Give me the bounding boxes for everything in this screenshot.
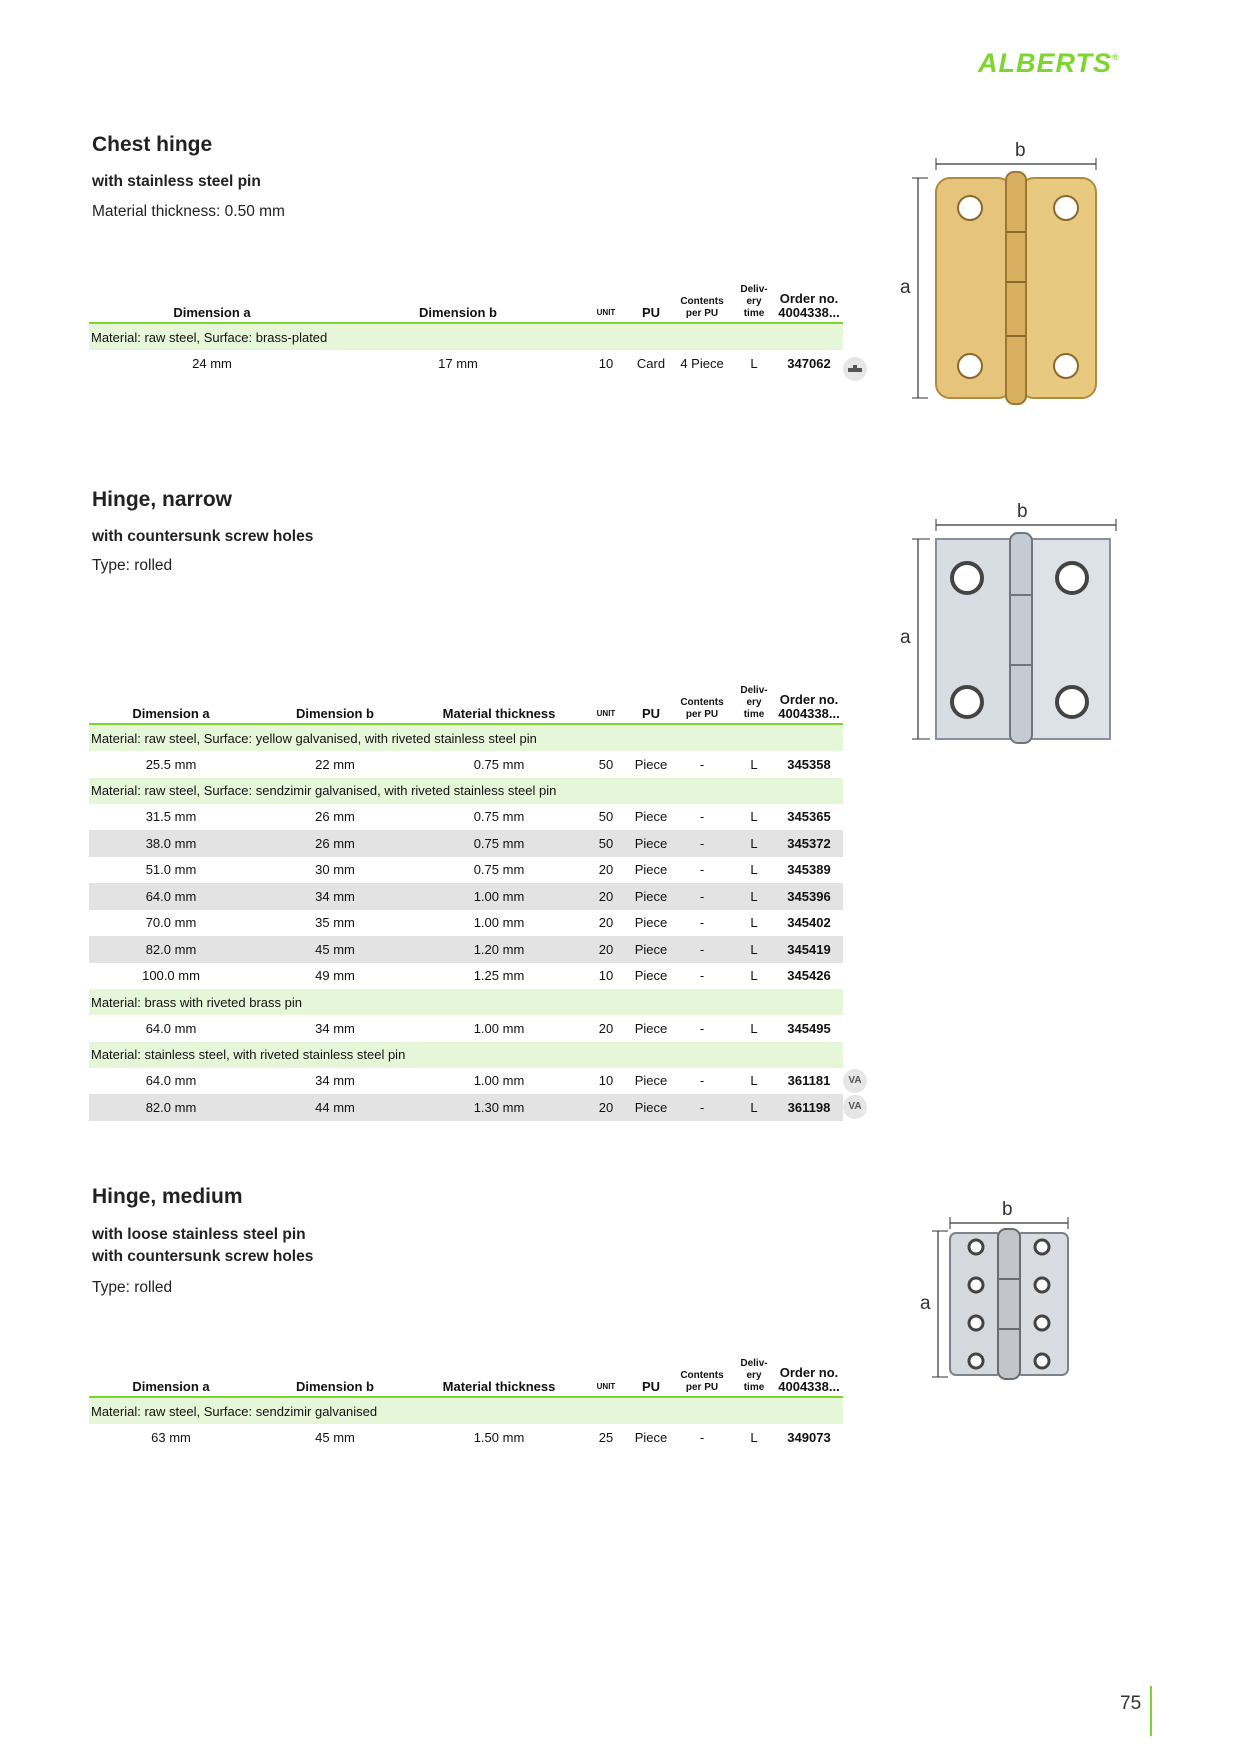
cell-delivery: L <box>750 355 758 371</box>
cell-order: 347062 <box>787 355 831 371</box>
cell-contents: - <box>671 830 733 857</box>
cell-pu: Piece <box>634 862 668 878</box>
cell-order: 345389 <box>787 862 831 878</box>
material-row <box>89 724 843 751</box>
table-header <box>89 284 843 323</box>
cell-delivery: L <box>750 968 758 984</box>
chest-hinge-title: Chest hinge <box>92 133 213 156</box>
cell-unit: 10 <box>598 355 614 371</box>
cell-order: 349073 <box>787 1429 831 1445</box>
cell-dim-a: 63 mm <box>151 1429 191 1445</box>
table-row <box>89 751 843 778</box>
cell-order: 361181 <box>787 1073 831 1089</box>
medium-hinge-note: Type: rolled <box>92 1279 173 1296</box>
cell-thickness: 0.75 mm <box>473 809 525 825</box>
cell-unit: 25 <box>598 1429 614 1445</box>
dim-label-b: b <box>1015 140 1026 161</box>
cell-pu: Piece <box>634 1429 668 1445</box>
cell-thickness: 1.00 mm <box>473 1020 525 1036</box>
cell-thickness: 1.00 mm <box>473 1073 525 1089</box>
chest-hinge-table <box>89 284 843 377</box>
cell-pu: Piece <box>634 756 668 772</box>
brand-registered-mark: ® <box>1112 52 1120 62</box>
table-row <box>89 830 843 857</box>
col-material-thickness: Material thickness <box>417 1358 581 1397</box>
material-label: Material: raw steel, Surface: sendzimir galvanised <box>89 1397 843 1424</box>
dim-label-a: a <box>900 277 911 298</box>
table-row <box>89 910 843 937</box>
col-order: Order no. 4004338... <box>775 685 843 724</box>
va-badge: VA <box>843 1069 867 1093</box>
cell-unit: 20 <box>598 862 614 878</box>
cell-dim-a: 38.0 mm <box>89 830 253 857</box>
cell-contents: - <box>699 1429 705 1445</box>
col-unit: UNIT <box>581 1358 631 1397</box>
cell-dim-b: 26 mm <box>315 809 355 825</box>
cell-pu: Piece <box>631 1094 671 1121</box>
table-row <box>89 883 843 910</box>
col-dimension-a: Dimension a <box>89 284 335 323</box>
table-row <box>89 963 843 990</box>
col-order: Order no. 4004338... <box>775 1358 843 1397</box>
table-row <box>89 1015 843 1042</box>
col-delivery: Deliv- ery time <box>733 685 775 724</box>
cell-contents: - <box>671 936 733 963</box>
medium-hinge-subtitle-2: with countersunk screw holes <box>92 1248 314 1265</box>
cell-dim-b: 22 mm <box>315 756 355 772</box>
cell-thickness: 1.00 mm <box>417 883 581 910</box>
cell-unit: 20 <box>581 936 631 963</box>
cell-dim-b: 34 mm <box>315 1073 355 1089</box>
cell-order: 345419 <box>775 936 843 963</box>
card-pack-icon <box>843 357 867 381</box>
cell-dim-b: 44 mm <box>253 1094 417 1121</box>
cell-unit: 50 <box>581 830 631 857</box>
col-unit: UNIT <box>581 685 631 724</box>
cell-delivery: L <box>750 915 758 931</box>
cell-pu: Card <box>636 355 666 371</box>
col-pu: PU <box>631 685 671 724</box>
col-contents: Contents per PU <box>671 685 733 724</box>
col-dimension-a: Dimension a <box>89 1358 253 1397</box>
cell-dim-a: 100.0 mm <box>142 968 200 984</box>
cell-thickness: 1.30 mm <box>417 1094 581 1121</box>
col-dimension-b: Dimension b <box>335 284 581 323</box>
table-row <box>89 857 843 884</box>
col-unit: UNIT <box>581 284 631 323</box>
cell-thickness: 1.00 mm <box>473 915 525 931</box>
cell-dim-b: 45 mm <box>253 936 417 963</box>
cell-delivery: L <box>750 862 758 878</box>
col-dimension-a: Dimension a <box>89 685 253 724</box>
cell-dim-b: 17 mm <box>438 355 478 371</box>
table-row <box>89 1068 843 1095</box>
cell-dim-a: 82.0 mm <box>89 936 253 963</box>
cell-order: 345426 <box>787 968 831 984</box>
cell-dim-b: 35 mm <box>315 915 355 931</box>
cell-contents: - <box>699 1073 705 1089</box>
cell-pu: Piece <box>634 1073 668 1089</box>
cell-contents: - <box>699 809 705 825</box>
cell-unit: 20 <box>598 915 614 931</box>
cell-thickness: 0.75 mm <box>473 862 525 878</box>
cell-unit: 10 <box>598 1073 614 1089</box>
cell-contents: - <box>671 1094 733 1121</box>
table-row <box>89 804 843 831</box>
cell-contents: - <box>699 756 705 772</box>
cell-dim-a: 82.0 mm <box>89 1094 253 1121</box>
cell-pu: Piece <box>634 1020 668 1036</box>
cell-unit: 20 <box>581 883 631 910</box>
cell-pu: Piece <box>634 968 668 984</box>
dim-label-b: b <box>1002 1199 1013 1220</box>
page-number: 75 <box>1120 1693 1142 1714</box>
cell-contents: - <box>699 915 705 931</box>
cell-unit: 50 <box>598 756 614 772</box>
medium-hinge-table <box>89 1358 843 1451</box>
cell-delivery: L <box>750 756 758 772</box>
col-contents: Contents per PU <box>671 284 733 323</box>
chest-hinge-note: Material thickness: 0.50 mm <box>92 203 285 220</box>
cell-dim-a: 70.0 mm <box>145 915 197 931</box>
cell-order: 345402 <box>787 915 831 931</box>
table-header <box>89 1358 843 1397</box>
cell-dim-a: 24 mm <box>192 355 232 371</box>
cell-thickness: 0.75 mm <box>417 830 581 857</box>
cell-dim-b: 34 mm <box>253 883 417 910</box>
brand-logo <box>978 48 1120 79</box>
cell-delivery: L <box>750 1073 758 1089</box>
cell-dim-b: 26 mm <box>253 830 417 857</box>
narrow-hinge-title: Hinge, narrow <box>92 488 233 511</box>
page-marker-bar <box>1150 1686 1152 1736</box>
cell-dim-a: 25.5 mm <box>145 756 197 772</box>
narrow-hinge-note: Type: rolled <box>92 557 173 574</box>
chest-hinge-image <box>900 140 1106 410</box>
table-row <box>89 936 843 963</box>
table-header <box>89 685 843 724</box>
cell-dim-b: 49 mm <box>315 968 355 984</box>
cell-delivery: L <box>733 883 775 910</box>
cell-contents: - <box>699 968 705 984</box>
material-label: Material: raw steel, Surface: brass-plated <box>89 323 843 350</box>
cell-unit: 10 <box>598 968 614 984</box>
col-dimension-b: Dimension b <box>253 1358 417 1397</box>
cell-pu: Piece <box>634 809 668 825</box>
narrow-hinge-image <box>900 495 1116 745</box>
cell-dim-b: 30 mm <box>315 862 355 878</box>
brand-name: ALBERTS <box>978 48 1113 78</box>
cell-order: 345495 <box>787 1020 831 1036</box>
va-badge: VA <box>843 1095 867 1119</box>
dim-label-a: a <box>900 627 911 648</box>
col-order: Order no. 4004338... <box>775 284 843 323</box>
cell-contents: 4 Piece <box>680 355 724 371</box>
narrow-hinge-subtitle: with countersunk screw holes <box>92 528 314 545</box>
col-pu: PU <box>631 284 671 323</box>
cell-dim-a: 51.0 mm <box>145 862 197 878</box>
material-row <box>89 778 843 804</box>
cell-unit: 50 <box>598 809 614 825</box>
table-row <box>89 350 843 377</box>
cell-thickness: 1.50 mm <box>473 1429 525 1445</box>
col-dimension-b: Dimension b <box>253 685 417 724</box>
material-row <box>89 1042 843 1068</box>
cell-dim-b: 45 mm <box>315 1429 355 1445</box>
col-delivery: Deliv- ery time <box>733 1358 775 1397</box>
cell-dim-b: 34 mm <box>315 1020 355 1036</box>
cell-dim-a: 64.0 mm <box>89 883 253 910</box>
col-material-thickness: Material thickness <box>417 685 581 724</box>
col-contents: Contents per PU <box>671 1358 733 1397</box>
cell-pu: Piece <box>631 883 671 910</box>
cell-order: 361198 <box>775 1094 843 1121</box>
dim-label-a: a <box>920 1293 931 1314</box>
dim-label-b: b <box>1017 501 1028 522</box>
cell-order: 345358 <box>787 756 831 772</box>
cell-delivery: L <box>733 936 775 963</box>
medium-hinge-subtitle-1: with loose stainless steel pin <box>92 1226 306 1243</box>
cell-contents: - <box>699 1020 705 1036</box>
cell-order: 345372 <box>775 830 843 857</box>
table-row <box>89 1424 843 1451</box>
cell-delivery: L <box>750 809 758 825</box>
cell-thickness: 1.20 mm <box>417 936 581 963</box>
cell-pu: Piece <box>631 936 671 963</box>
cell-pu: Piece <box>634 915 668 931</box>
col-pu: PU <box>631 1358 671 1397</box>
cell-unit: 20 <box>581 1094 631 1121</box>
cell-thickness: 0.75 mm <box>473 756 525 772</box>
material-label: Material: stainless steel, with riveted stainless steel pin <box>89 1042 843 1068</box>
medium-hinge-title: Hinge, medium <box>92 1185 243 1208</box>
material-label: Material: brass with riveted brass pin <box>89 989 843 1015</box>
cell-delivery: L <box>733 830 775 857</box>
material-label: Material: raw steel, Surface: sendzimir galvanised, with riveted stainless steel pin <box>89 778 843 804</box>
cell-thickness: 1.25 mm <box>473 968 525 984</box>
material-row <box>89 323 843 350</box>
chest-hinge-subtitle: with stainless steel pin <box>92 173 261 190</box>
cell-delivery: L <box>733 1094 775 1121</box>
cell-contents: - <box>699 862 705 878</box>
table-row <box>89 1094 843 1121</box>
medium-hinge-image <box>920 1195 1090 1385</box>
cell-order: 345365 <box>787 809 831 825</box>
cell-order: 345396 <box>775 883 843 910</box>
col-delivery: Deliv- ery time <box>733 284 775 323</box>
material-row <box>89 989 843 1015</box>
narrow-hinge-table <box>89 685 843 1121</box>
cell-dim-a: 31.5 mm <box>145 809 197 825</box>
cell-contents: - <box>671 883 733 910</box>
cell-dim-a: 64.0 mm <box>145 1020 197 1036</box>
cell-delivery: L <box>750 1020 758 1036</box>
material-label: Material: raw steel, Surface: yellow galvanised, with riveted stainless steel pin <box>89 724 843 751</box>
cell-delivery: L <box>750 1429 758 1445</box>
cell-dim-a: 64.0 mm <box>145 1073 197 1089</box>
cell-pu: Piece <box>631 830 671 857</box>
cell-unit: 20 <box>598 1020 614 1036</box>
material-row <box>89 1397 843 1424</box>
